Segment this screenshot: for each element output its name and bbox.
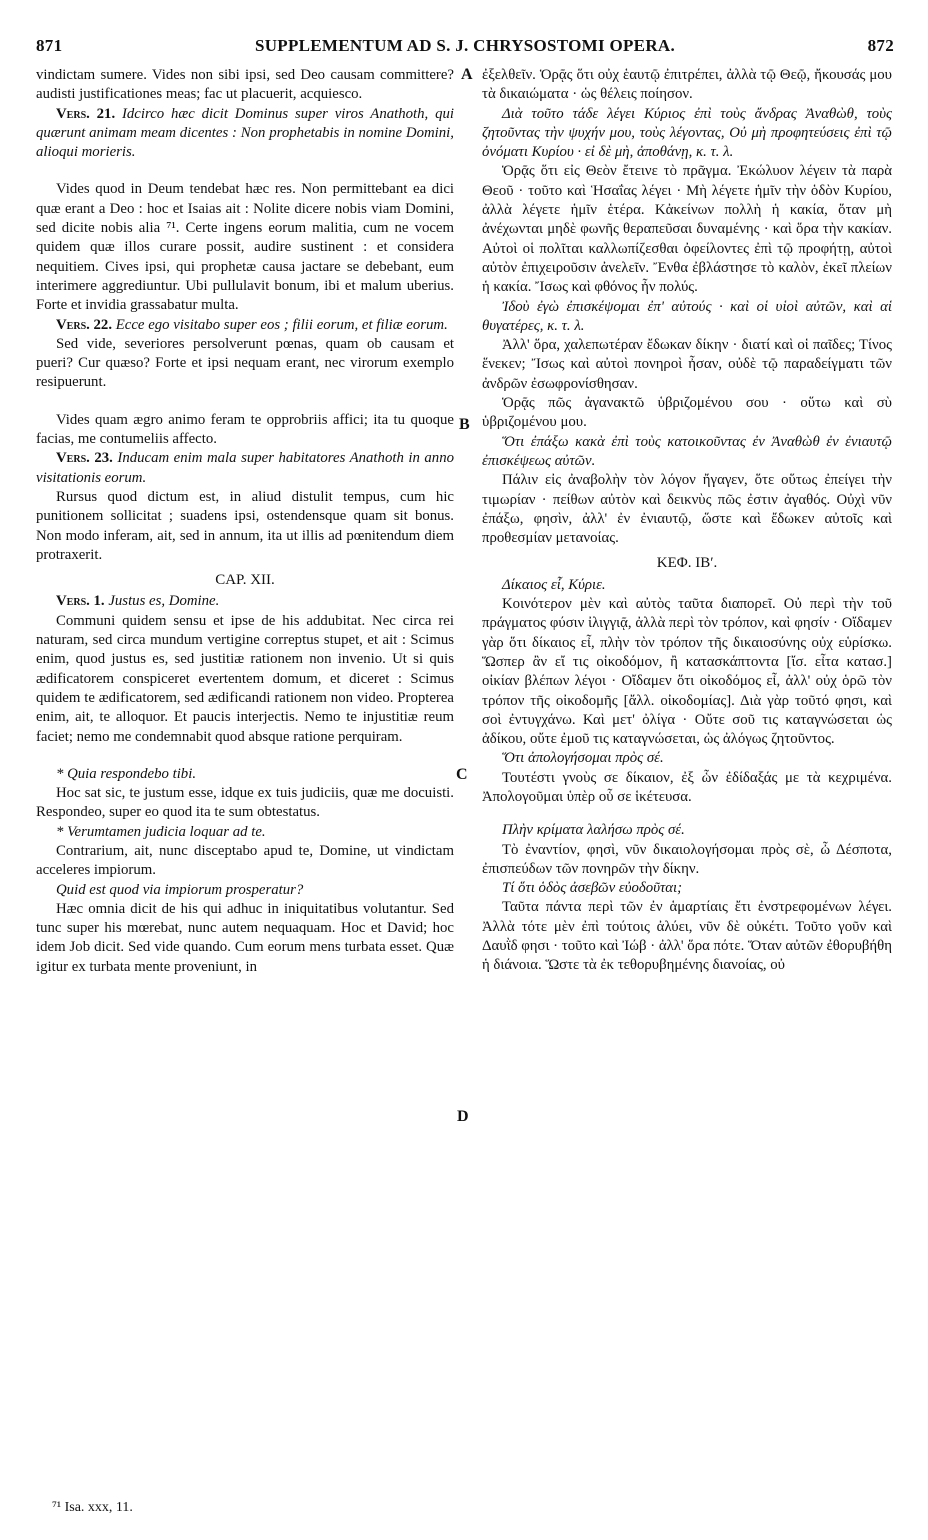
greek-quote: Τί ὅτι ὁδὸς ἀσεβῶν εὐοδοῦται;: [502, 880, 683, 897]
greek-paragraph: Ταῦτα πάντα περὶ τῶν ἐν ἁμαρτίαις ἔτι ἐνστρεφομένων λέγει. Ἀλλὰ τότε μὲν ἐπὶ τούτοις ἀλύει, νῦν δὲ οὐκέτι. Τοῦτο γοῦν καὶ Δαυῒδ φησι · τοῦτο καὶ Ἰώβ · ἀλλ' ὅρα πότε. Ὅταν αὐτῶν ἐθορυβήθη ἡ διάνοια. Ὥστε τὰ ἐκ τεθορυβημένης διανοίας, οὐ: [482, 899, 892, 974]
greek-paragraph: ἐξελθεῖν. Ὁρᾷς ὅτι οὐχ ἑαυτῷ ἐπιτρέπει, ἀλλὰ τῷ Θεῷ, ἤκουσάς μου τὰ δικαιώματα · ὡς θέλεις ποίησον.: [482, 67, 892, 103]
chapter-heading: ΚΕΦ. ΙΒʹ.: [656, 555, 718, 572]
greek-paragraph: Ὁρᾷς πῶς ἀγανακτῶ ὑβριζομένου σου · οὕτω καὶ σὺ ὑβριζομένου μου.: [482, 395, 892, 431]
verse-text: Idcirco hæc dicit Dominus super viros Anathoth, qui quærunt animam meam dicentes : Non prophetabis in nomine Domini, alioqui morieris.: [36, 105, 454, 161]
footnote: ⁷¹ Isa. xxx, 11.: [52, 1500, 133, 1515]
greek-quote: Πλὴν κρίματα λαλήσω πρὸς σέ.: [502, 822, 685, 839]
greek-paragraph: Τὸ ἐναντίον, φησὶ, νῦν δικαιολογήσομαι πρὸς σὲ, ὦ Δέσποτα, ἐπισπεύδων τῶν πονηρῶν τὴν δίκην.: [482, 841, 892, 877]
latin-paragraph: Contrarium, ait, nunc disceptabo apud te, Domine, ut vindictam acceleres impiorum.: [36, 842, 454, 879]
latin-quote: * Verumtamen judicia loquar ad te.: [56, 823, 266, 840]
greek-column: [482, 66, 892, 976]
latin-paragraph: vindictam sumere. Vides non sibi ipsi, sed Deo causam committere? audisti justificationes meas; fac ut placuerit, acquiesco.: [36, 67, 454, 103]
greek-paragraph: Ἀλλ' ὅρα, χαλεπωτέραν ἔδωκαν δίκην · διατί καὶ οἱ παῖδες; Τίνος ἕνεκεν; Ἴσως καὶ αὐτοὶ πονηροὶ ἦσαν, οὐδὲ τῷ παραδείγματι τῶν ἀνδρῶν ἐσωφρονίσθησαν.: [482, 337, 892, 392]
margin-marker-c: C: [456, 766, 468, 783]
page-header: [36, 36, 894, 58]
latin-paragraph: Communi quidem sensu et ipse de his addubitat. Nec circa rei naturam, sed circa mundum vertigine correptus stupet, et ait : Scimus enim, quod justus es, sed justitiæ rationem non invenio. Ut si quis ædificatorem conspiceret evertentem domum, et diceret : Scimus quidem te ædificatorem, sed ædificandi rationem non video. Propterea enim, ait, te alloquor. Et paucis interjectis. Nemo te injustitiæ reum faciet; nemo me condemnabit quod absque ratione perquiram.: [36, 612, 454, 745]
verse-22: [36, 316, 454, 335]
verse-label: Vers. 21.: [56, 105, 116, 122]
margin-marker-d: D: [457, 1108, 469, 1125]
latin-paragraph: Sed vide, severiores persolverunt pœnas, quam ob causam et pueri? Cur quæso? Forte et ipsi nequam erant, nec virorum exemplo resipuerunt.: [36, 335, 454, 391]
page-number-right: 872: [867, 36, 894, 55]
verse-text: Justus es, Domine.: [108, 593, 220, 610]
margin-marker-b: B: [459, 416, 470, 433]
latin-paragraph: Vides quam ægro animo feram te opprobriis affici; ita tu quoque facias, me contumeliis affecto.: [36, 411, 454, 448]
greek-paragraph: Τουτέστι γνοὺς σε δίκαιον, ἐξ ὧν ἐδίδαξάς με τὰ κεχριμένα. Ἀπολογοῦμαι ὑπὲρ οὗ σε ἱκέτευσα.: [482, 769, 892, 805]
verse-label: Vers. 22.: [56, 316, 113, 333]
greek-quote: Ἰδοὺ ἐγὼ ἐπισκέψομαι ἐπ' αὐτούς · καὶ οἱ υἱοὶ αὐτῶν, καὶ αἱ θυγατέρες, κ. τ. λ.: [482, 298, 892, 334]
margin-marker-a: A: [461, 66, 473, 83]
latin-quote: Quid est quod via impiorum prosperatur?: [56, 881, 304, 898]
greek-quote: Διὰ τοῦτο τάδε λέγει Κύριος ἐπὶ τοὺς ἄνδρας Ἀναθὼθ, τοὺς ζητοῦντας τὴν ψυχήν μου, τοὺς λέγοντας, Οὐ μὴ προφητεύσεις ἐπὶ τῷ ὀνόματι Κυρίου · εἰ δὲ μὴ, ἀποθάνῃ, κ. τ. λ.: [482, 105, 892, 161]
latin-paragraph: Rursus quod dictum est, in aliud distulit tempus, cum hic punitionem sollicitat ; suadens ipsi, ostendensque quam sit bonus. Non modo inferam, ait, sed in annum, ita ut illis ad pœnitendum diem protraxerit.: [36, 488, 454, 563]
verse-23: [36, 449, 454, 488]
chapter-heading: CAP. XII.: [215, 572, 275, 589]
latin-paragraph: Vides quod in Deum tendebat hæc res. Non permittebant ea dici quæ erant a Deo : hoc et Isaias ait : Nolite dicere nobis viam Domini, sed dicite nobis alia ⁷¹. Certe ingens eorum malitia, cum ne vocem quidem quæ illos curare possit, audire sustinent : et considera nequitiem. Cives ipsi, qui prophetæ causa jactare se debebant, eum interimere aggrediuntur. Ubi pullulavit bonum, ibi et malum uberius. Forte et invidia grassabatur multa.: [36, 181, 454, 314]
latin-paragraph: Hoc sat sic, te justum esse, idque ex tuis judiciis, quæ me docuisti. Respondeo, super eo quod ita te sum obtestatus.: [36, 785, 454, 821]
greek-paragraph: Πάλιν εἰς ἀναβολὴν τὸν λόγον ἤγαγεν, ὅτε οὕτως ἐπείγει τὴν τιμωρίαν · πείθων αὐτὸν καὶ δεικνὺς πῶς ἐστιν ἀγαθός. Οὐχὶ νῦν ἐπάξω, φησὶν, ἀλλ' ἐν ἐνιαυτῷ, ὥστε καὶ ἔδωκεν αὐτοῖς καὶ προθεσμίαν μετανοίας.: [482, 472, 892, 547]
verse-1: [36, 592, 454, 611]
greek-quote: Δίκαιος εἶ, Κύριε.: [502, 576, 606, 593]
latin-column: [36, 66, 454, 977]
greek-paragraph: Ὁρᾷς ὅτι εἰς Θεὸν ἔτεινε τὸ πρᾶγμα. Ἐκώλυον λέγειν τὰ παρὰ Θεοῦ · τοῦτο καὶ Ἡσαΐας λέγει · Μὴ λέγετε ἡμῖν τὴν ὁδὸν Κυρίου, ἀλλὰ λέγετε ἡμῖν ἑτέρα. Κἀκείνων πολλὴ ἡ κακία, ὅταν μὴ ἀνέχωνται μηδὲ φωνῆς θεραπεῦσαι δυναμένης · καὶ ὅρα τὴν κακίαν. Αὐτοὶ οἱ πολῖται καλλωπίζεσθαι ὀφείλοντες ἐπὶ τῷ προφήτῃ, αὐτοὶ αὐτὸν ἐπιχειροῦσιν ἀνελεῖν. Ἔνθα ἐβλάστησε τὸ καλὸν, ἐκεῖ πλείων ἡ κακία. Ἴσως καὶ φθόνος ἦν πολύς.: [482, 163, 892, 296]
verse-label: Vers. 23.: [56, 450, 113, 467]
latin-paragraph: Hæc omnia dicit de his qui adhuc in iniquitatibus volutantur. Sed tunc super his mœrebat, nunc autem nequaquam. Hoc et David; hoc idem Job dicit. Sed vide quando. Cum eorum mens turbata esset. Quæ igitur ex turbata mente proveniunt, in: [36, 900, 454, 975]
verse-label: Vers. 1.: [56, 593, 105, 610]
verse-21: [36, 105, 454, 163]
greek-paragraph: Κοινότερον μὲν καὶ αὐτὸς ταῦτα διαπορεῖ. Οὐ περὶ τὴν τοῦ πράγματος φύσιν ἰλιγγιᾷ, ἀλλὰ περὶ τὸν τρόπον, καὶ φησίν · Οἴδαμεν γὰρ ὅτι δίκαιος εἶ, πλὴν τὸν τρόπον τῆς δικαιοσύνης οὐχ εὑρίσκω. Ὥσπερ ἂν εἴ τις οἰκοδόμον, ἢ κατασκάπτοντα [ἴσ. εἶτα κατασ.] οἰκίαν βλέπων λέγοι · Οἴδαμεν ὅτι οἰκοδόμος εἶ, ἀλλ' οὐχ ὁρῶ τὸν τρόπον τῆς οἰκοδομῆς [ἄλλ. οἰκοδομίας]. Διὰ γὰρ τοῦτό φησι, καὶ σοὶ ἐντυγχάνω. Καὶ μετ' ὀλίγα · Οὔτε σοῦ τις καταγνώσεται ὡς ἀδίκου, οὔτε ἐμοῦ τις καταγνώσεται, ὡς ἀλόγως ζητοῦντος.: [482, 596, 892, 748]
verse-text: Inducam enim mala super habitatores Anathoth in anno visitationis eorum.: [36, 450, 454, 486]
running-title: SUPPLEMENTUM AD S. J. CHRYSOSTOMI OPERA.: [254, 36, 676, 55]
verse-text: Ecce ego visitabo super eos ; filii eorum, et filiæ eorum.: [115, 316, 448, 333]
page-number-left: 871: [36, 36, 63, 55]
greek-quote: Ὅτι ἐπάξω κακὰ ἐπὶ τοὺς κατοικοῦντας ἐν Ἀναθὼθ ἐν ἐνιαυτῷ ἐπισκέψεως αὐτῶν.: [482, 433, 892, 469]
greek-quote: Ὅτι ἀπολογήσομαι πρὸς σέ.: [502, 750, 664, 767]
latin-quote: * Quia respondebo tibi.: [56, 765, 197, 782]
